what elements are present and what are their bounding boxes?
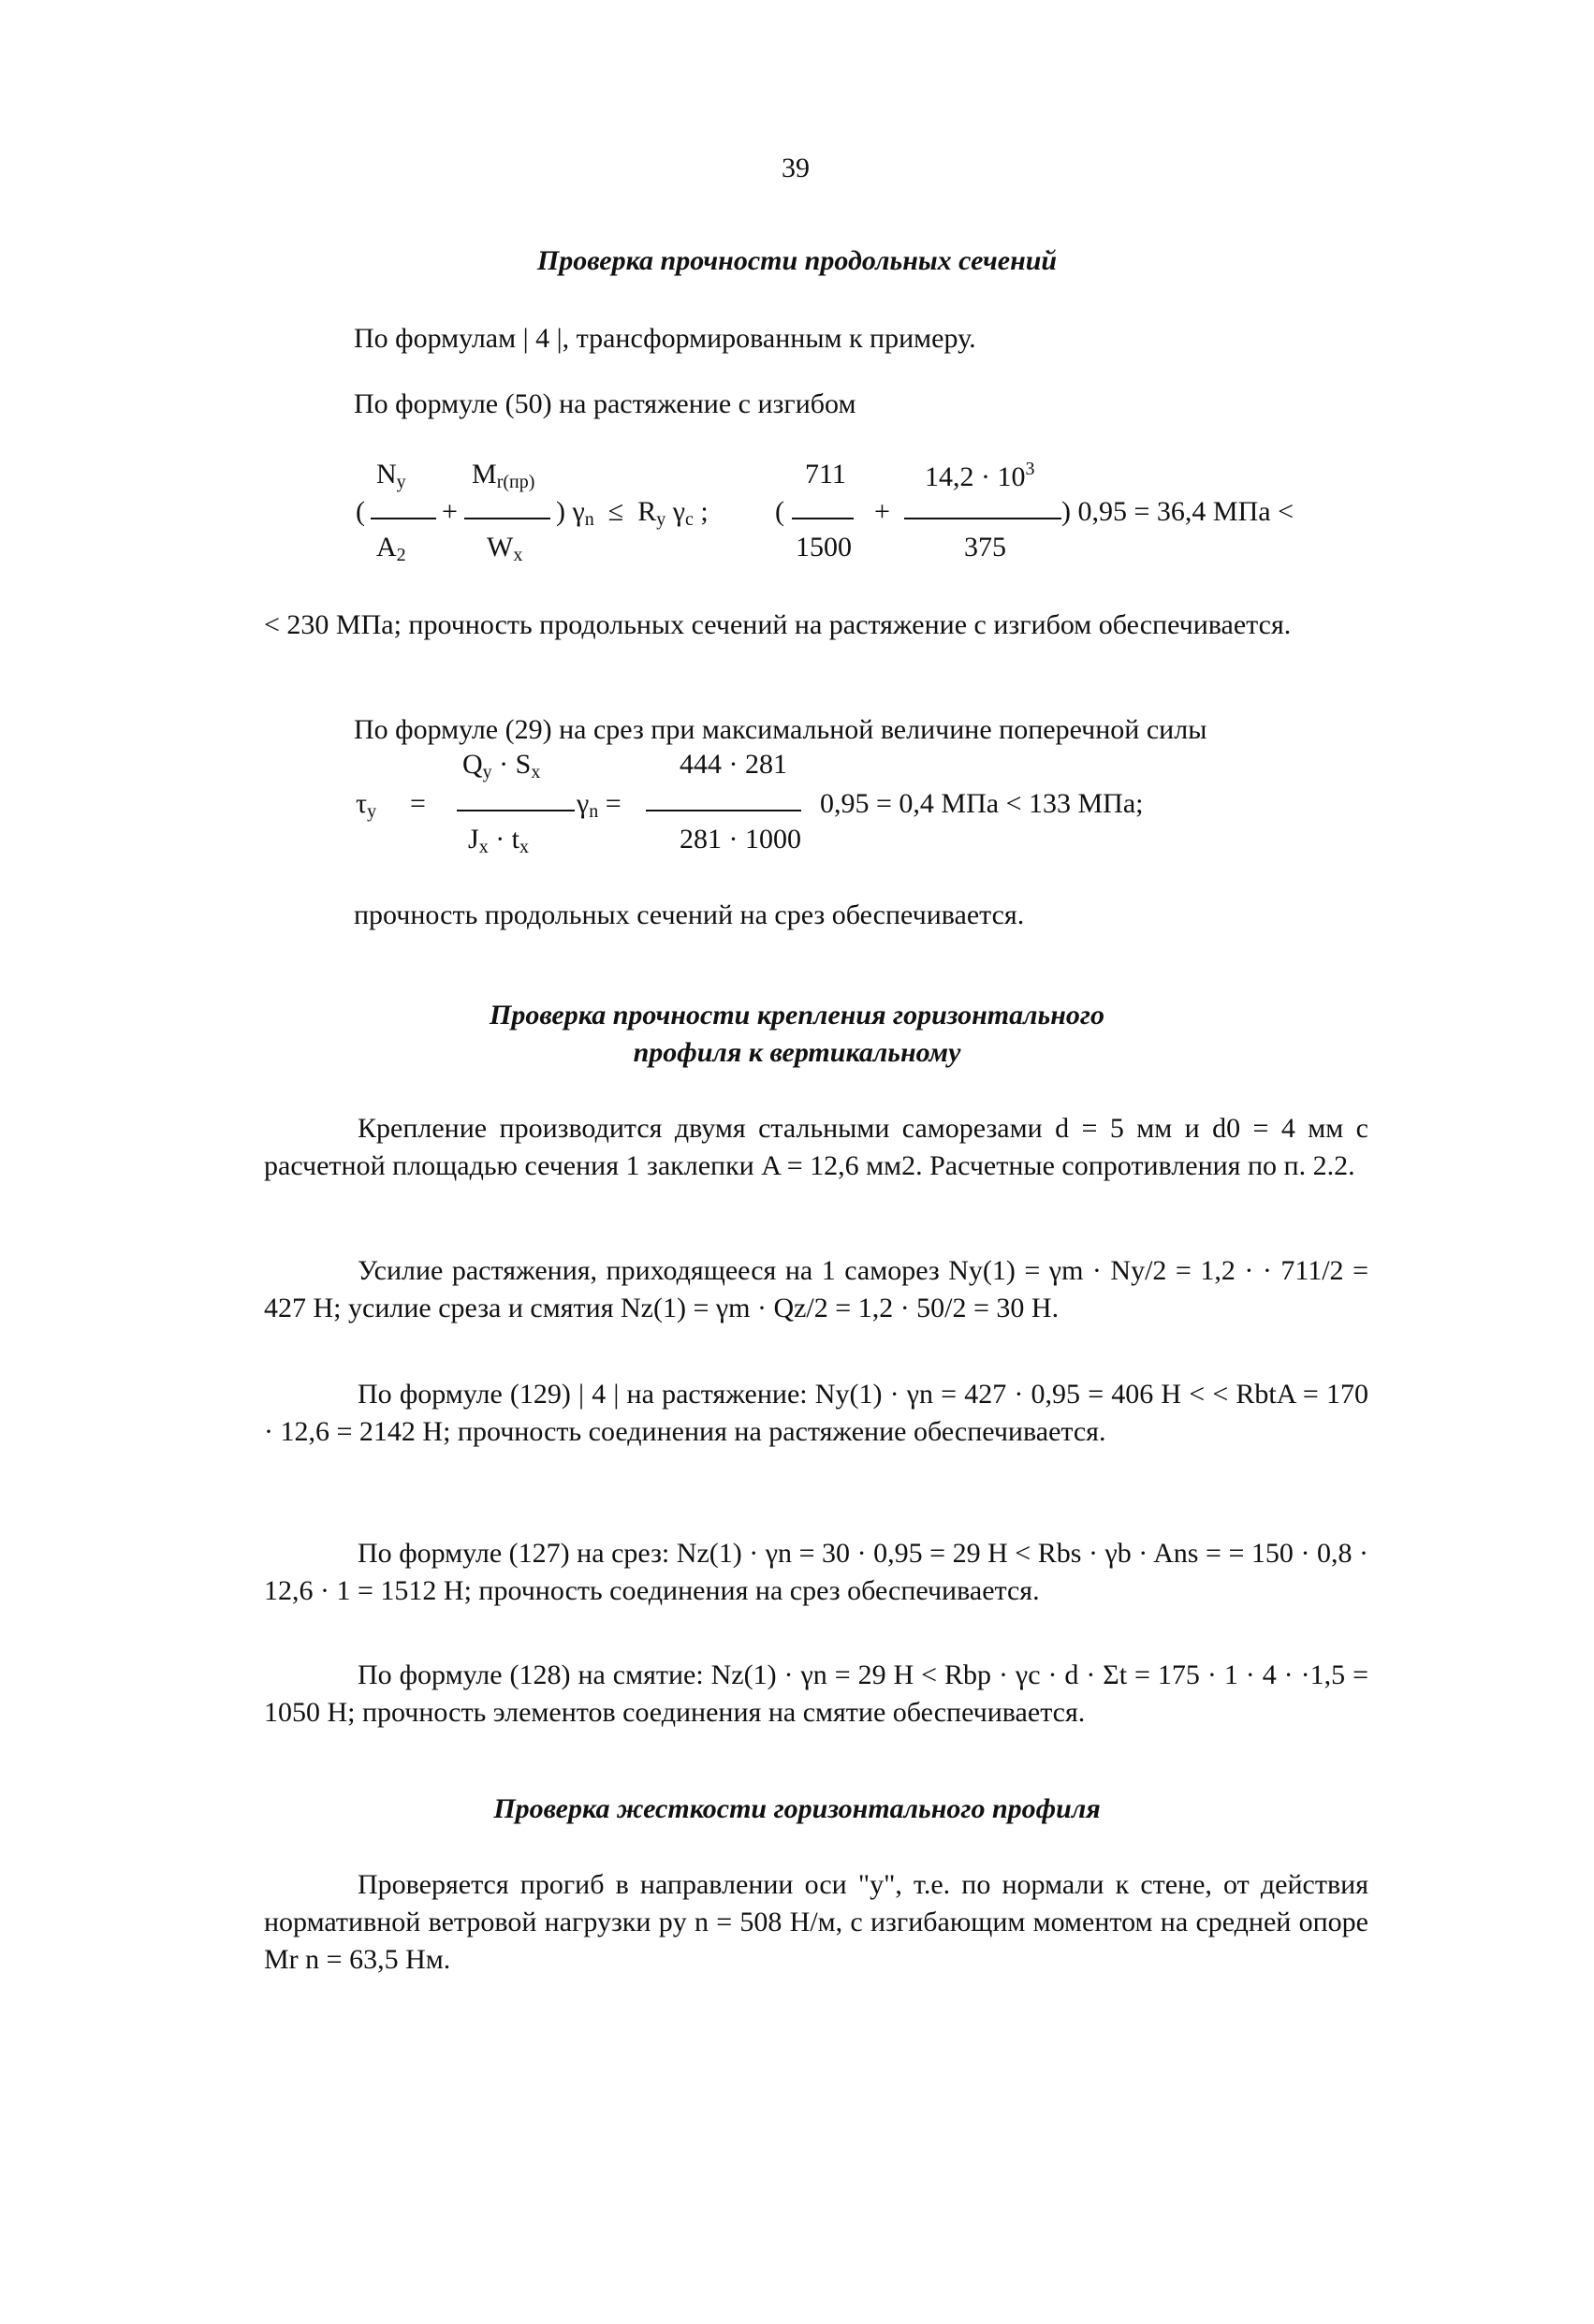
tension-force-text: Усилие растяжения, приходящееся на 1 саморез Ny(1) = γm · Ny/2 = 1,2 · · 711/2 = 427 Н; усилие среза и смятия Nz(1) = γm · Qz/2 = 1,2 · 50/2 = 30 Н. [264, 1255, 1368, 1323]
formula-gamma-ry: ) $\gamma_n \le R_y$ $\gamma_c$ ; [556, 496, 709, 530]
paragraph-formula-128 [264, 1657, 1368, 1732]
fraction-bar [371, 518, 436, 519]
formula2-gamma: $\gamma_n$ = [577, 788, 622, 822]
fraction-bar [904, 518, 1061, 519]
formula2-den2: 281 · 1000 [680, 824, 801, 855]
conclusion-text: < 230 МПа; прочность продольных сечений на растяжение с изгибом обеспечивается. [264, 609, 1292, 640]
formula2-num: $Q_y \cdot S_x$ [462, 749, 541, 782]
fastening-text: Крепление производится двумя стальными саморезами d = 5 мм и d0 = 4 мм с расчетной площадью сечения 1 заклепки A = 12,6 мм2. Расчетные сопротивления по п. 2.2. [264, 1113, 1368, 1181]
paragraph-conclusion-tension [264, 607, 1368, 644]
formula-num-711: 711 [805, 459, 846, 490]
formula-result: ) 0,95 = 36,4 МПа < [1061, 496, 1294, 527]
formula-plus: + [442, 496, 458, 527]
formula2-num2: 444 · 281 [680, 749, 787, 780]
formula-128-text: По формуле (128) на смятие: Nz(1) · γn = 29 Н < Rbp · γc · d · Σt = 175 · 1 · 4 · ·1,5 = 1050 Н; прочность элементов соединения на смятие обеспечивается. [264, 1659, 1368, 1728]
text-line-formula-50: По формуле (50) на растяжение с изгибом [354, 388, 856, 419]
fraction-bar [457, 810, 575, 811]
deflection-text: Проверяется прогиб в направлении оси "y", т.е. по нормали к стене, от действия нормативной ветровой нагрузки py n = 508 Н/м, с изгибающим моментом на средней опоре Mr n = 63,5 Нм. [264, 1869, 1368, 1975]
formula-den-wx: $W_x$ [487, 532, 523, 565]
fraction-bar [464, 518, 550, 519]
paragraph-deflection [264, 1866, 1368, 1979]
formula-den-375: 375 [964, 532, 1006, 563]
paragraph-conclusion-shear: прочность продольных сечений на срез обеспечивается. [354, 899, 1025, 930]
paragraph-tension-force [264, 1252, 1368, 1327]
formula-num-14-2: $14,2 \cdot 10^3$ [925, 459, 1035, 492]
text-line-formulas: По формулам | 4 |, трансформированным к примеру. [354, 323, 976, 354]
section-heading-stiffness: Проверка жесткости горизонтального профиля [493, 1793, 1101, 1824]
formula-open-paren: ( [356, 496, 365, 527]
section-heading-longitudinal: Проверка прочности продольных сечений [536, 245, 1058, 276]
formula-num-mr: $M_{r(пр)}$ [472, 459, 535, 492]
paragraph-formula-127 [264, 1535, 1368, 1610]
formula-den-1500: 1500 [796, 532, 852, 563]
section-heading-fastening-line1: Проверка прочности крепления горизонтального [490, 1000, 1104, 1030]
page-number: 39 [782, 153, 810, 183]
text-line-formula-29: По формуле (29) на срез при максимальной величине поперечной силы [354, 714, 1207, 745]
formula-num-ny: $N_y$ [376, 459, 406, 492]
formula2-eq: = [410, 788, 426, 819]
fraction-bar [792, 518, 854, 519]
paragraph-fastening [264, 1110, 1368, 1185]
fraction-bar [646, 810, 801, 811]
section-heading-fastening-line2: профиля к вертикальному [633, 1037, 961, 1068]
formula-open-paren-2: ( [775, 496, 784, 527]
formula-129-text: По формуле (129) | 4 | на растяжение: Ny(1) · γn = 427 · 0,95 = 406 Н < < RbtA = 170 · 12,6 = 2142 Н; прочность соединения на растяжение обеспечивается. [264, 1379, 1368, 1447]
formula-127-text: По формуле (127) на срез: Nz(1) · γn = 30 · 0,95 = 29 Н < Rbs · γb · Ans = = 150 · 0,8 · 12,6 · 1 = 1512 Н; прочность соединения на срез обеспечивается. [264, 1538, 1368, 1606]
paragraph-formula-129 [264, 1376, 1368, 1451]
formula-den-a2: $A_2$ [376, 532, 406, 565]
formula2-den: $J_x \cdot t_x$ [468, 824, 530, 857]
formula2-result: 0,95 = 0,4 МПа < 133 МПа; [820, 788, 1144, 819]
formula-plus-2: + [874, 496, 890, 527]
formula2-lhs: $\tau_y$ [356, 788, 377, 822]
